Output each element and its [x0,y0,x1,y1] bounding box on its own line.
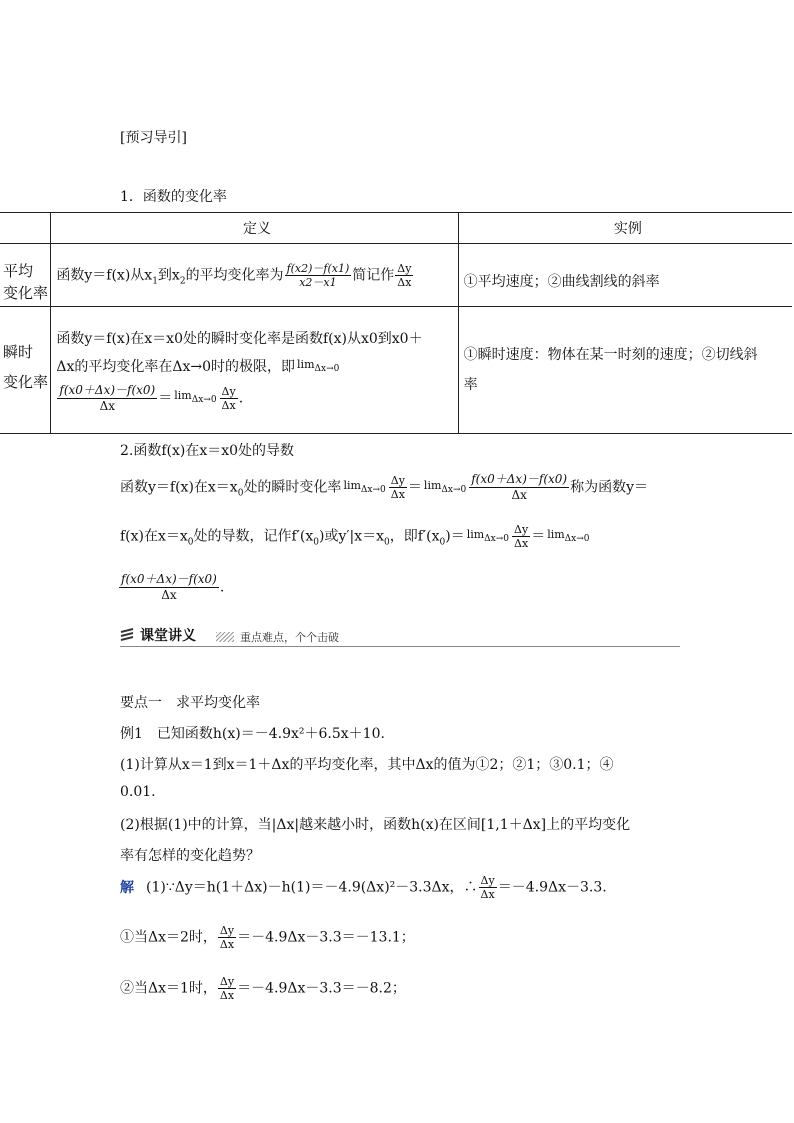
instant-rate-fraction: $\frac{f(x0+\Delta x)-f(x0)}{\Delta x}$ [59,382,156,413]
section2-line2: f(x)在$x=x_0$处的导数，记作$f'(x_0)$或$y'|x=x_0$，即$f'(x_0)= \lim_{\Delta x\to 0}$ $\frac{\Delta y}{\Delta x}$ ＝ $\lim_{\Delta x\to 0}$ [120,523,590,550]
dy-dx-fraction-7: $\frac{\Delta y}{\Delta x}$ [219,975,235,1002]
dy-dx-fraction-5: $\frac{\Delta y}{\Delta x}$ [480,874,495,901]
limit-operator-6: $\lim_{\Delta x\to 0}$ [547,528,590,545]
average-rate-definition: 函数y＝f(x)从$x_1$到$x_2$的平均变化率为 $\frac{f(x2)-f(x1)}{x2-x1}$ 简记作 $\frac{\Delta y}{\Delta x}$ [51,244,458,307]
instant-rate-definition: 函数y＝f(x)在x＝x0处的瞬时变化率是函数f(x)从x0到x0＋ Δx的平均变化率在Δx→0时的极限，即 $\lim_{\Delta x\to 0}$ $\frac{f(x0+\Delta x)-f(x0)}{\Delta x}$ ＝ $\lim_{\Delta x\to 0}$ $\frac{\Delta y}{\Delta x}$ . [51,307,458,434]
table-header-row [0,213,792,244]
solution-line1: 解 (1)∵Δy＝h(1＋Δx)－h(1)＝－4.9(Δx)²－3.3Δx，∴ $\frac{\Delta y}{\Delta x}$ ＝－4.9Δx－3.3. [120,874,607,901]
rate-table [0,212,792,434]
example1-q1-line1: (1)计算从x＝1到x＝1＋Δx的平均变化率，其中Δx的值为①2；②1；③0.1；④ [120,757,614,773]
hatch-decoration [216,632,234,642]
header-example: 实例 [458,213,792,244]
example1-q2-line1: (2)根据(1)中的计算，当|Δx|越来越小时，函数h(x)在区间[1,1＋Δx]上的平均变化 [120,817,631,833]
section2-line3: $\frac{f(x0+\Delta x)-f(x0)}{\Delta x}$ . [121,572,225,602]
limit-operator-3: $\lim_{\Delta x\to 0}$ [343,479,386,496]
example1-q2-line2: 率有怎样的变化趋势？ [120,848,260,864]
solution-case2: ②当Δx＝1时， $\frac{\Delta y}{\Delta x}$ ＝－4.9Δx－3.3＝－8.2； [120,975,406,1002]
table-row-average-rate [0,244,792,307]
limit-operator-2: $\lim_{\Delta x\to 0}$ [174,389,217,406]
section2-title: 2.函数f(x)在x＝x0处的导数 [120,443,295,459]
class-lecture-title: 课堂讲义 [140,628,196,644]
dy-dx-fraction: $\frac{\Delta y}{\Delta x}$ [397,261,412,289]
header-empty-cell [0,213,51,244]
row-label-average: 平均 变化率 [0,244,51,307]
derivative-fraction-2: $\frac{f(x0+\Delta x)-f(x0)}{\Delta x}$ [121,572,217,602]
preview-title: [预习导引] [120,130,187,146]
section1-title: 1．函数的变化率 [120,189,227,205]
keypoint-title: 要点一 求平均变化率 [120,695,260,711]
dy-dx-fraction-3: $\frac{\Delta y}{\Delta x}$ [390,474,405,501]
derivative-fraction-1: $\frac{f(x0+\Delta x)-f(x0)}{\Delta x}$ [471,472,568,502]
dy-dx-fraction-6: $\frac{\Delta y}{\Delta x}$ [219,924,235,951]
example1-q1-line2: 0.01. [120,784,156,800]
table-row-instant-rate [0,307,792,434]
header-definition: 定义 [51,213,458,244]
dy-dx-fraction-2: $\frac{\Delta y}{\Delta x}$ [221,384,236,412]
section2-line1: 函数y＝f(x)在$x=x_0$处的瞬时变化率 $\lim_{\Delta x\to 0}$ $\frac{\Delta y}{\Delta x}$ ＝ $\lim_{\Delta x\to 0}$ $\frac{f(x0+\Delta x)-f(x0)}{\Delta x}$ 称为函数y＝ [120,472,649,502]
stripes-icon [120,628,134,642]
average-rate-fraction: $\frac{f(x2)-f(x1)}{x2-x1}$ [286,261,350,289]
dy-dx-fraction-4: $\frac{\Delta y}{\Delta x}$ [514,523,529,550]
row-label-instant: 瞬时 变化率 [0,307,51,434]
example1-intro: 例1 已知函数h(x)＝－4.9x²＋6.5x＋10. [120,726,385,742]
class-lecture-bar [120,624,680,647]
limit-operator-5: $\lim_{\Delta x\to 0}$ [466,528,510,545]
average-rate-example: ①平均速度；②曲线割线的斜率 [458,244,792,307]
limit-operator-4: $\lim_{\Delta x\to 0}$ [423,479,467,496]
limit-operator: $\lim_{\Delta x\to 0}$ [297,358,340,375]
solution-label: 解 [120,879,134,896]
solution-case1: ①当Δx＝2时， $\frac{\Delta y}{\Delta x}$ ＝－4.9Δx－3.3＝－13.1； [120,924,415,951]
class-lecture-subtitle: 重点难点，个个击破 [240,631,339,644]
instant-rate-example: ①瞬时速度：物体在某一时刻的速度；②切线斜 率 [458,307,792,434]
